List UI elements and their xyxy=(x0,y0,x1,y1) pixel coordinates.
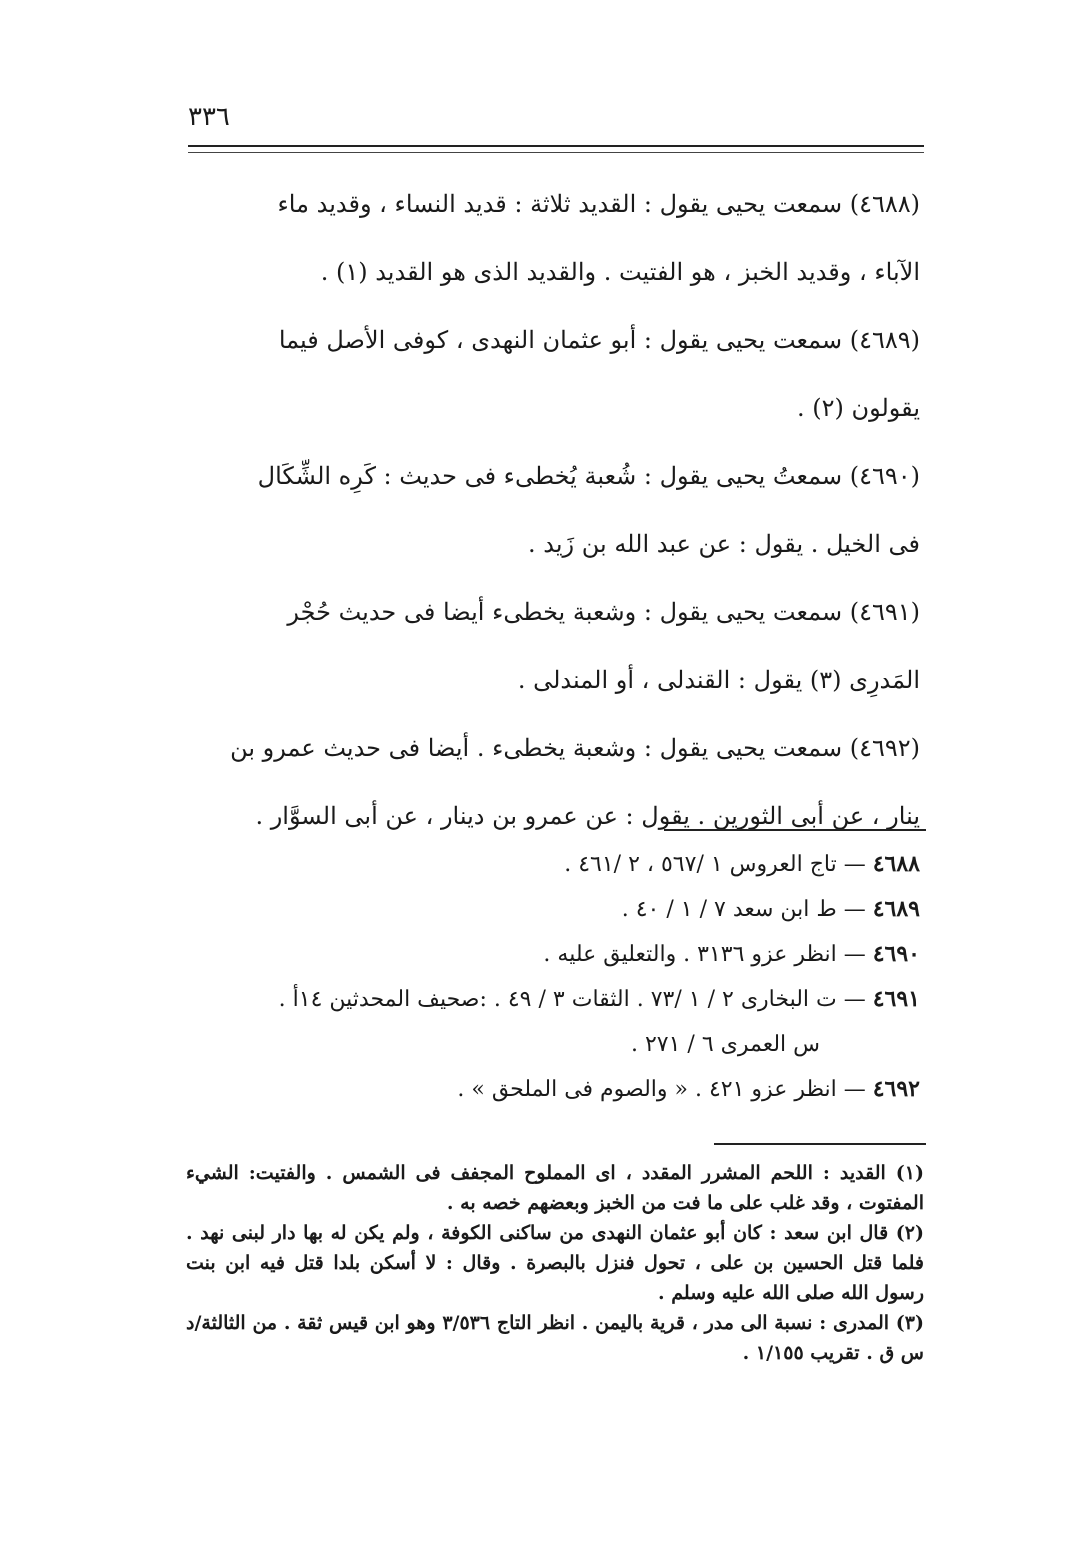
references-divider xyxy=(664,829,926,831)
reference-number: ٤٦٩١ xyxy=(872,986,920,1012)
reference-text: — ت البخارى ٢ / ١ /٧٣ . الثقات ٣ / ٤٩ . :صحيف المحدثين ١٤أ . xyxy=(278,987,866,1012)
footnote: (٢) قال ابن سعد : كان أبو عثمان النهدى من ساكنى الكوفة ، ولم يكن له بها دار لبنى نهد . فلما قتل الحسين بن على ، تحول فنزل بالبصرة . وقال : لا أسكن بلدا قتل فيه ابن بنت رسول الله صلى الله عليه وسلم . xyxy=(186,1222,924,1304)
reference-item xyxy=(190,977,920,1022)
reference-text: — انظر عزو ٣١٣٦ . والتعليق عليه . xyxy=(543,942,866,967)
reference-number: ٤٦٨٨ xyxy=(872,851,920,877)
entry-4690 xyxy=(190,442,920,578)
reference-number: ٤٦٩٢ xyxy=(872,1076,920,1102)
reference-text: — انظر عزو ٤٢١ . « والصوم فى الملحق » . xyxy=(457,1077,866,1102)
footnote: (٣) المدرى : نسبة الى مدر ، قرية باليمن . انظر التاج ٣/٥٣٦ وهو ابن قيس ثقة . من الثالثة/د س ق . تقريب ١/١٥٥ . xyxy=(186,1312,924,1364)
entry-line: فى الخيل . يقول : عن عبد الله بن زَيد . xyxy=(527,530,920,558)
entry-line: (٤٦٩١) سمعت يحيى يقول : وشعبة يخطىء أيضا فى حديث حُجْر xyxy=(287,598,920,626)
page-number: ٣٣٦ xyxy=(188,102,230,132)
footnotes xyxy=(186,1158,924,1368)
entry-line: (٤٦٨٨) سمعت يحيى يقول : القديد ثلاثة : قديد النساء ، وقديد ماء xyxy=(277,190,920,218)
header-rule-thin xyxy=(188,152,924,153)
reference-continuation: س العمرى ٦ / ٢٧١ . xyxy=(630,1032,820,1057)
entry-line: ينار ، عن أبى الثورين . يقول : عن عمرو بن دينار ، عن أبى السوَّار . xyxy=(255,802,920,830)
reference-item xyxy=(190,842,920,887)
references-list xyxy=(190,842,920,1112)
entry-line: يقولون (٢) . xyxy=(796,394,920,422)
entry-line: (٤٦٩٢) سمعت يحيى يقول : وشعبة يخطىء . أيضا فى حديث عمرو بن xyxy=(230,734,920,762)
reference-text: — ط ابن سعد ٧ / ١ / ٤٠ . xyxy=(621,897,866,922)
entry-4691 xyxy=(190,578,920,714)
reference-number: ٤٦٩٠ xyxy=(872,941,920,967)
footnotes-divider xyxy=(714,1143,926,1145)
reference-item xyxy=(190,932,920,977)
entry-4689 xyxy=(190,306,920,442)
entry-line: (٤٦٨٩) سمعت يحيى يقول : أبو عثمان النهدى ، كوفى الأصل فيما xyxy=(278,326,920,354)
entry-4688 xyxy=(190,170,920,306)
entry-line: الآباء ، وقديد الخبز ، هو الفتيت . والقديد الذى هو القديد (١) . xyxy=(320,258,920,286)
reference-number: ٤٦٨٩ xyxy=(872,896,920,922)
header-rule xyxy=(188,145,924,147)
footnote: (١) القديد : اللحم المشرر المقدد ، اى المملوح المجفف فى الشمس . والفتيت: الشيء المفتوت ، وقد غلب على ما فت من الخبز وبعضهم خصه به . xyxy=(186,1162,924,1214)
reference-text: — تاج العروس ١ /٥٦٧ ، ٢ /٤٦١ . xyxy=(564,852,866,877)
reference-item xyxy=(190,1067,920,1112)
entry-line: (٤٦٩٠) سمعتُ يحيى يقول : شُعبة يُخطىء فى حديث : كَرِه الشِّكَال xyxy=(257,462,920,490)
main-text xyxy=(190,170,920,850)
reference-item xyxy=(190,887,920,932)
entry-line: المَدرِى (٣) يقول : القندلى ، أو المندلى . xyxy=(517,666,920,694)
